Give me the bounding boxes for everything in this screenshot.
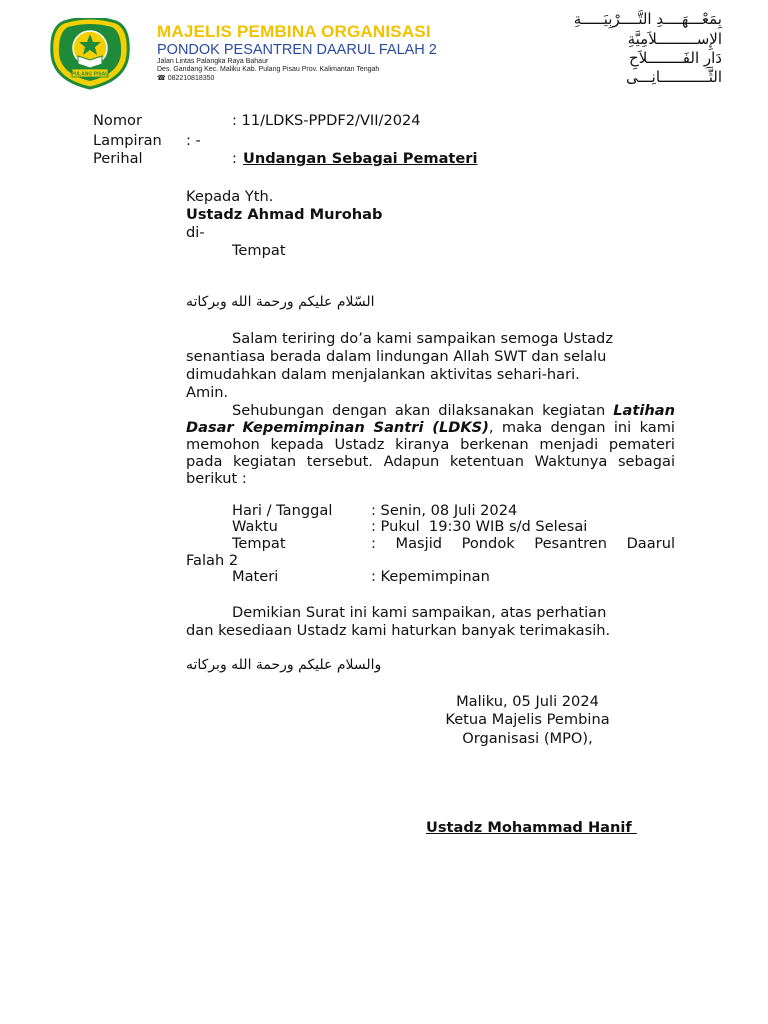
- organization-logo: [50, 18, 130, 90]
- para2: [186, 402, 675, 487]
- para1-line-1: Salam teriring do’a kami sampaikan semoga Ustadz: [232, 330, 613, 347]
- recipient-name: Ustadz Ahmad Murohab: [186, 206, 383, 223]
- recipient-place: Tempat: [232, 242, 286, 259]
- recipient-di: di-: [186, 224, 205, 241]
- schedule-place-label: Tempat: [232, 535, 286, 552]
- signatory-name: Ustadz Mohammad Hanif: [426, 819, 637, 836]
- schedule-day-value: : Senin, 08 Juli 2024: [371, 502, 518, 519]
- nomor-label: Nomor: [93, 112, 142, 129]
- address-line-2: Des. Gandang Kec. Maliku Kab. Pulang Pisau Prov. Kalimantan Tengah: [157, 66, 380, 73]
- perihal-colon: :: [232, 150, 237, 167]
- para1-line-3: dimudahkan dalam menjalankan aktivitas sehari-hari.: [186, 366, 580, 383]
- arabic-name-line-2: الإِســـــــــلاَمِيَّةِ: [627, 30, 722, 48]
- schedule-time-value: : Pukul 19:30 WIB s/d Selesai: [371, 518, 588, 535]
- lampiran-value: : -: [186, 132, 201, 149]
- schedule-place-continued: Falah 2: [186, 552, 239, 569]
- salam-closing: والسلام عليكم ورحمة الله وبركاته: [186, 657, 382, 673]
- closing-line-1: Demikian Surat ini kami sampaikan, atas perhatian: [232, 604, 607, 621]
- org-title: MAJELIS PEMBINA ORGANISASI: [157, 22, 431, 41]
- signature-role-line-1: Ketua Majelis Pembina: [445, 711, 610, 728]
- event-name: Latihan Dasar Kepemimpinan Santri (LDKS): [186, 402, 676, 436]
- arabic-name-line-1: بِمَعْـــهَــــدِ التَّــــرْبِيَـــــةِ: [573, 10, 722, 28]
- nomor-value: : 11/LDKS-PPDF2/VII/2024: [232, 112, 421, 129]
- signature-place-date: Maliku, 05 Juli 2024: [456, 693, 599, 710]
- arabic-name-line-3: دَارِ الفَــــــــلاَحِ: [629, 49, 722, 67]
- perihal-label: Perihal: [93, 150, 143, 167]
- para2-rest: , maka dengan ini kami memohon kepada Ustadz kiranya berkenan menjadi pemateri pada kegiatan tersebut. Adapun ketentuan Waktunya sebagai berikut :: [186, 419, 675, 487]
- para1-line-4: Amin.: [186, 384, 229, 401]
- schedule-day-label: Hari / Tanggal: [232, 502, 333, 519]
- lampiran-label: Lampiran: [93, 132, 162, 149]
- para2-intro: Sehubungan dengan akan dilaksanakan kegiatan: [232, 402, 606, 419]
- address-line-1: Jalan Lintas Palangka Raya Bahaur: [157, 58, 269, 65]
- para1-line-2: senantiasa berada dalam lindungan Allah SWT dan selalu: [186, 348, 607, 365]
- schedule-place-value: : Masjid Pondok Pesantren Daarul: [371, 535, 675, 552]
- logo-banner-text: PULANG PISAU: [71, 71, 109, 78]
- schedule-material-value: : Kepemimpinan: [371, 568, 490, 585]
- closing-line-2: dan kesediaan Ustadz kami haturkan banyak terimakasih.: [186, 622, 611, 639]
- schedule-material-label: Materi: [232, 568, 279, 585]
- phone-icon: ☎: [157, 75, 166, 82]
- org-subtitle: PONDOK PESANTREN DAARUL FALAH 2: [157, 42, 437, 58]
- signature-role-line-2: Organisasi (MPO),: [462, 730, 593, 747]
- salam-opening: السّلام عليكم ورحمة الله وبركاته: [186, 294, 375, 310]
- schedule-time-label: Waktu: [232, 518, 278, 535]
- phone-number: 082210818350: [167, 75, 215, 82]
- arabic-name-line-4: الثَّـــــــــــانِـــى: [625, 68, 722, 86]
- recipient-greeting: Kepada Yth.: [186, 188, 274, 205]
- phone-line: [157, 74, 214, 82]
- perihal-value: Undangan Sebagai Pemateri: [243, 150, 478, 167]
